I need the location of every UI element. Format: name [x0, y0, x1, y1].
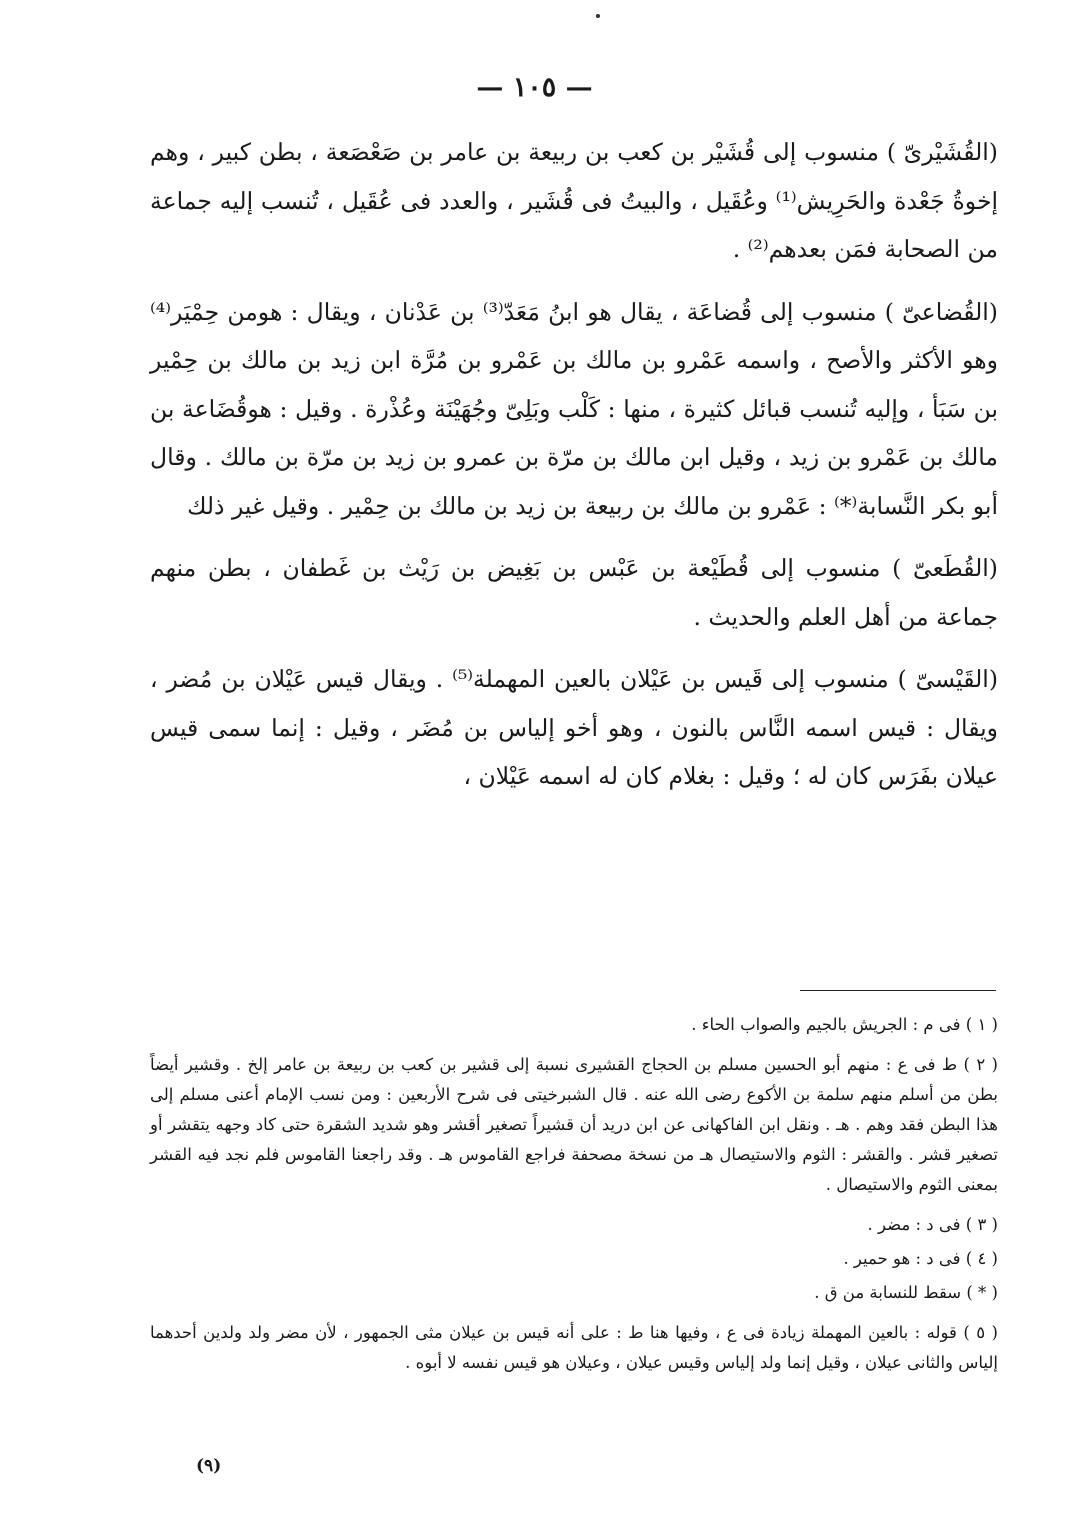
ink-dot [596, 14, 600, 18]
entry-text: منسوب إلى قُشَيْر بن كعب بن ربيعة بن عامر بن صَعْصَعة ، بطن كبير ، وهم إخوةُ جَعْدة والحَرِيش⁽¹⁾ وعُقَيل ، والبيتُ فى قُشَير ، والعدد فى عُقَيل ، تُنسب إليه جماعة من الصحابة فمَن بعدهم⁽²⁾ . [150, 138, 998, 263]
entry-qushayri [150, 128, 998, 274]
entry-term: (القُشَيْرىّ ) [886, 138, 998, 166]
footnote-3: ( ٣ ) فى د : مضر . [867, 1215, 998, 1234]
page-number: — ١٠٥ — [476, 72, 593, 103]
entry-qutai [150, 544, 998, 641]
entry-text: منسوب إلى قُطَيْعة بن عَبْس بن بَغِيض بن رَيْث بن غَطفان ، بطن منهم جماعة من أهل العلم والحديث . [150, 554, 998, 631]
footnotes [150, 1010, 998, 1388]
entry-qaysi [150, 655, 998, 801]
entry-term: (القَيْسىّ ) [897, 665, 998, 693]
footnote-divider [800, 990, 996, 991]
entry-term: (القُضاعىّ ) [884, 297, 998, 326]
footnote-star: ( * ) سقط للنسابة من ق . [814, 1283, 998, 1302]
footnote-5: ( ٥ ) قوله : بالعين المهملة زيادة فى ع ، وفيها هنا ط : على أنه قيس بن عيلان مثى الجمهور ، لأن مضر ولد ولدين أحدهما إلياس والثانى عيلان ، وقيل إنما ولد إلياس وقيس عيلان ، وعيلان هو قيس نفسه لا أبوه . [150, 1323, 998, 1372]
signature-mark: (٩) [196, 1456, 222, 1476]
entry-qudai [150, 288, 998, 531]
entry-term: (القُطَعىّ ) [892, 554, 998, 582]
entry-text: منسوب إلى قَيس بن عَيْلان بالعين المهملة⁽⁵⁾ . ويقال قيس عَيْلان بن مُضر ، ويقال : قيس اسمه النَّاس بالنون ، وهو أخو إلياس بن مُضَر ، وقيل : إنما سمى قيس عيلان بفَرَس كان له ؛ وقيل : بغلام كان له اسمه عَيْلان ، [150, 665, 998, 790]
main-text [150, 128, 998, 815]
footnote-1: ( ١ ) فى م : الجريش بالجيم والصواب الحاء . [691, 1015, 998, 1034]
footnote-4: ( ٤ ) فى د : هو حمير . [843, 1249, 998, 1268]
footnote-2: ( ٢ ) ط فى ع : منهم أبو الحسين مسلم بن الحجاج القشيرى نسبة إلى قشير بن كعب بن ربيعة بن عامر إلخ . وقشير أيضاً بطن من أسلم منهم سلمة بن الأكوع رضى الله عنه . قال الشبرخيتى فى شرح الأربعين : ومن نسب الإمام أعنى مسلم إلى هذا البطن فقد وهم . هـ . ونقل ابن الفاكهانى عن ابن دريد أن قشيراً تصغير أقشر وهو شديد الشقرة حتى كاد وجهه يتقشر أو تصغير قشر . والقشر : الثوم والاستيصال هـ من نسخة مصحفة فراجع القاموس هـ . وقد راجعنا القاموس فلم نجد فيه القشر بمعنى الثوم والاستيصال . [150, 1055, 998, 1194]
entry-text: منسوب إلى قُضاعَة ، يقال هو ابنُ مَعَدّ⁽³⁾ بن عَدْنان ، ويقال : هومن حِمْيَر⁽⁴⁾ وهو الأكثر والأصح ، واسمه عَمْرو بن مالك بن عَمْرو بن مُرَّة ابن زيد بن مالك بن حِمْير بن سَبَأ ، وإليه تُنسب قبائل كثيرة ، منها : كَلْب وبَلِىّ وجُهَيْنَة وعُذْرة . وقيل : هوقُضَاعة بن مالك بن عَمْرو بن زيد ، وقيل ابن مالك بن مرّة بن عمرو بن زيد بن مرّة بن مالك . وقال أبو بكر النَّسابة⁽*⁾ : عَمْرو بن مالك بن ربيعة بن زيد بن مالك بن حِمْير . وقيل غير ذلك [150, 297, 998, 520]
